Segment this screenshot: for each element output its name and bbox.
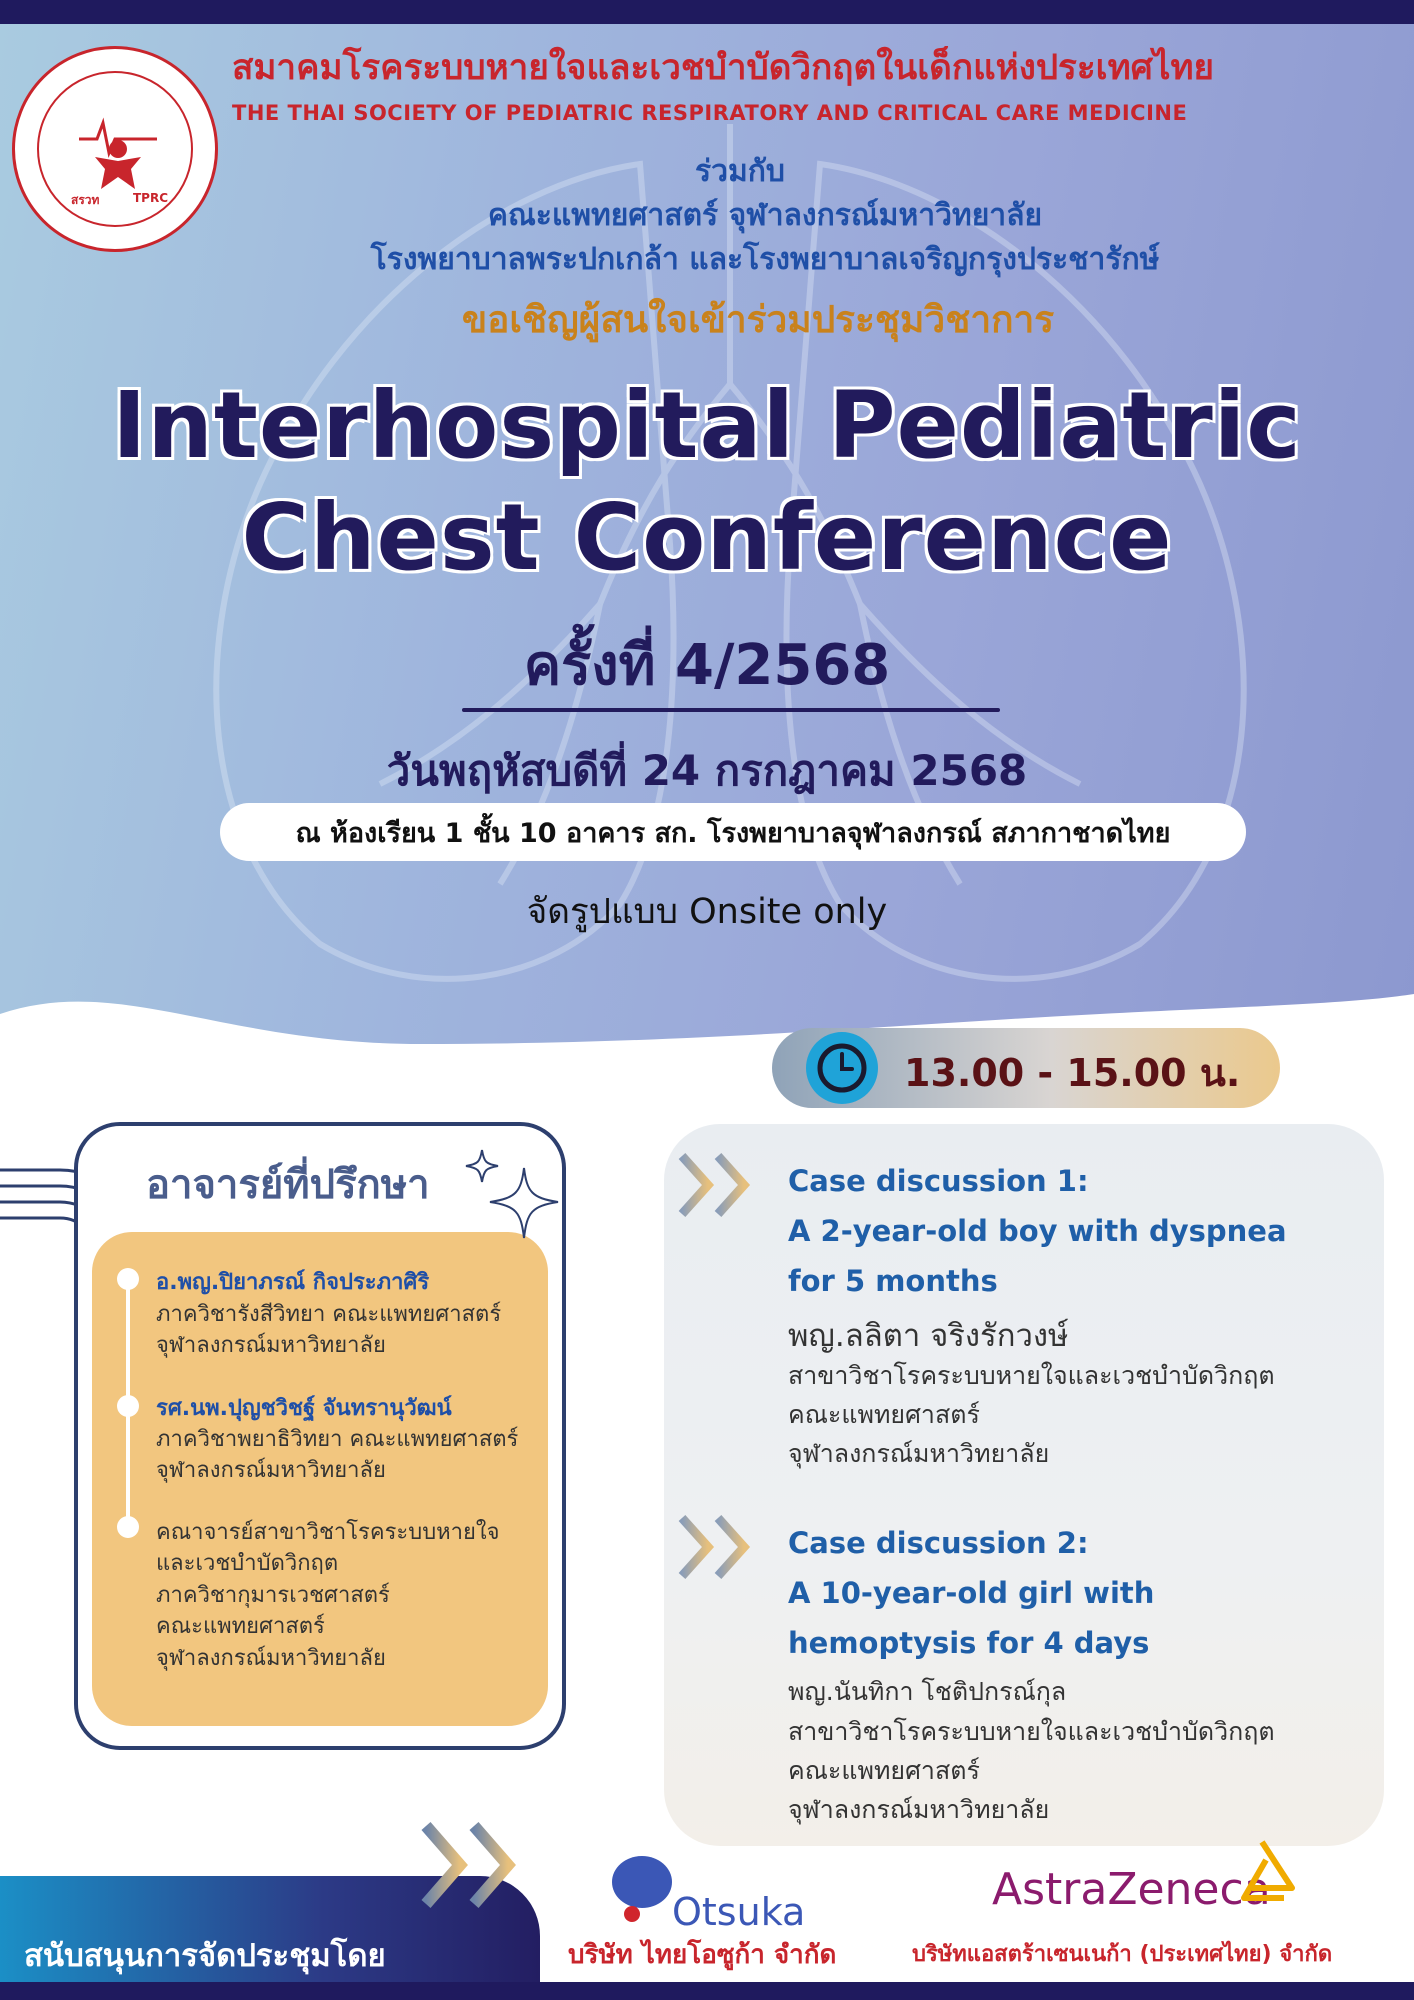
case-1-topic-line-2: for 5 months bbox=[788, 1264, 998, 1298]
conference-edition: ครั้งที่ 4/2568 bbox=[523, 633, 891, 698]
bottom-bar bbox=[0, 1982, 1414, 2000]
case-1-title: Case discussion 1: bbox=[788, 1164, 1089, 1198]
invitation-text: ขอเชิญผู้สนใจเข้าร่วมประชุมวิชาการ bbox=[461, 298, 1055, 341]
venue-pill bbox=[220, 803, 1246, 861]
partner-line-2: โรงพยาบาลพระปกเกล้า และโรงพยาบาลเจริญกรุงประชารักษ์ bbox=[370, 242, 1160, 277]
title-divider bbox=[462, 708, 1000, 712]
event-date: วันพฤหัสบดีที่ 24 กรกฎาคม 2568 bbox=[386, 746, 1028, 795]
astrazeneca-logo-text: AstraZeneca bbox=[992, 1864, 1271, 1915]
otsuka-logo-text: Otsuka bbox=[672, 1890, 806, 1934]
event-time: 13.00 - 15.00 น. bbox=[904, 1051, 1241, 1095]
case-2-affiliation-1: สาขาวิชาโรคระบบหายใจและเวชบำบัดวิกฤต bbox=[788, 1717, 1275, 1746]
advisor-3-line: และเวชบำบัดวิกฤต bbox=[156, 1551, 339, 1576]
advisors-heading: อาจารย์ที่ปรึกษา bbox=[146, 1162, 430, 1208]
advisor-2-univ: จุฬาลงกรณ์มหาวิทยาลัย bbox=[156, 1458, 386, 1483]
timeline-dot bbox=[117, 1268, 139, 1290]
chevron-double-icon bbox=[678, 1512, 762, 1582]
conference-title-line-1: Interhospital Pediatric bbox=[112, 372, 1302, 479]
cooperation-label: ร่วมกับ bbox=[695, 154, 785, 189]
advisor-3-line: จุฬาลงกรณ์มหาวิทยาลัย bbox=[156, 1646, 386, 1671]
timeline-dot bbox=[117, 1516, 139, 1538]
chevron-double-icon bbox=[678, 1150, 762, 1220]
case-2-presenter: พญ.นันทิกา โชติปกรณ์กุล bbox=[788, 1677, 1067, 1706]
case-2-affiliation-3: จุฬาลงกรณ์มหาวิทยาลัย bbox=[788, 1795, 1050, 1824]
conference-title-line-2: Chest Conference bbox=[241, 484, 1173, 591]
chevron-double-icon bbox=[420, 1820, 530, 1910]
society-name-en: THE THAI SOCIETY OF PEDIATRIC RESPIRATORY AND CRITICAL CARE MEDICINE bbox=[232, 101, 1188, 125]
otsuka-logo-icon bbox=[604, 1852, 676, 1924]
society-name-th: สมาคมโรคระบบหายใจและเวชบำบัดวิกฤตในเด็กแห่งประเทศไทย bbox=[232, 48, 1215, 88]
case-2-topic-line-2: hemoptysis for 4 days bbox=[788, 1626, 1150, 1660]
case-2-title: Case discussion 2: bbox=[788, 1526, 1089, 1560]
advisor-1-dept: ภาควิชารังสีวิทยา คณะแพทยศาสตร์ bbox=[156, 1302, 502, 1327]
advisor-2-dept: ภาควิชาพยาธิวิทยา คณะแพทยศาสตร์ bbox=[156, 1427, 519, 1452]
advisor-1-name: อ.พญ.ปิยาภรณ์ กิจประภาศิริ bbox=[156, 1270, 430, 1295]
case-1-affiliation-1: สาขาวิชาโรคระบบหายใจและเวชบำบัดวิกฤต bbox=[788, 1361, 1275, 1390]
logo-abbr-en: TPRC bbox=[133, 191, 169, 205]
advisor-3-line: ภาควิชากุมารเวชศาสตร์ bbox=[156, 1583, 390, 1608]
case-2-topic-line-1: A 10-year-old girl with bbox=[788, 1576, 1155, 1610]
sponsor-label: สนับสนุนการจัดประชุมโดย bbox=[24, 1938, 386, 1974]
astrazeneca-company-name: บริษัทแอสตร้าเซนเนก้า (ประเทศไทย) จำกัด bbox=[912, 1942, 1333, 1967]
partner-line-1: คณะแพทยศาสตร์ จุฬาลงกรณ์มหาวิทยาลัย bbox=[487, 198, 1043, 233]
event-venue: ณ ห้องเรียน 1 ชั้น 10 อาคาร สก. โรงพยาบาลจุฬาลงกรณ์ สภากาชาดไทย bbox=[295, 817, 1171, 849]
otsuka-company-name: บริษัท ไทยโอซูก้า จำกัด bbox=[568, 1940, 837, 1970]
event-format: จัดรูปแบบ Onsite only bbox=[526, 892, 888, 932]
advisor-3-line: คณะแพทยศาสตร์ bbox=[156, 1614, 325, 1639]
astrazeneca-logo-icon bbox=[1232, 1836, 1300, 1906]
case-1-presenter: พญ.ลลิตา จริงรักวงษ์ bbox=[788, 1318, 1069, 1354]
sparkle-icon bbox=[462, 1148, 568, 1244]
advisor-1-univ: จุฬาลงกรณ์มหาวิทยาลัย bbox=[156, 1333, 386, 1358]
case-1-topic-line-1: A 2-year-old boy with dyspnea bbox=[788, 1214, 1287, 1248]
timeline-dot bbox=[117, 1395, 139, 1417]
case-1-affiliation-2: คณะแพทยศาสตร์ bbox=[788, 1400, 980, 1429]
advisor-3-line: คณาจารย์สาขาวิชาโรคระบบหายใจ bbox=[156, 1520, 500, 1545]
advisor-2-name: รศ.นพ.ปุญชวิชฐ์ จันทรานุวัฒน์ bbox=[156, 1396, 452, 1421]
case-2-affiliation-2: คณะแพทยศาสตร์ bbox=[788, 1756, 980, 1785]
clock-icon bbox=[806, 1032, 878, 1104]
top-bar bbox=[0, 0, 1414, 24]
logo-abbr-th: สรวท bbox=[71, 193, 100, 207]
case-1-affiliation-3: จุฬาลงกรณ์มหาวิทยาลัย bbox=[788, 1439, 1050, 1468]
